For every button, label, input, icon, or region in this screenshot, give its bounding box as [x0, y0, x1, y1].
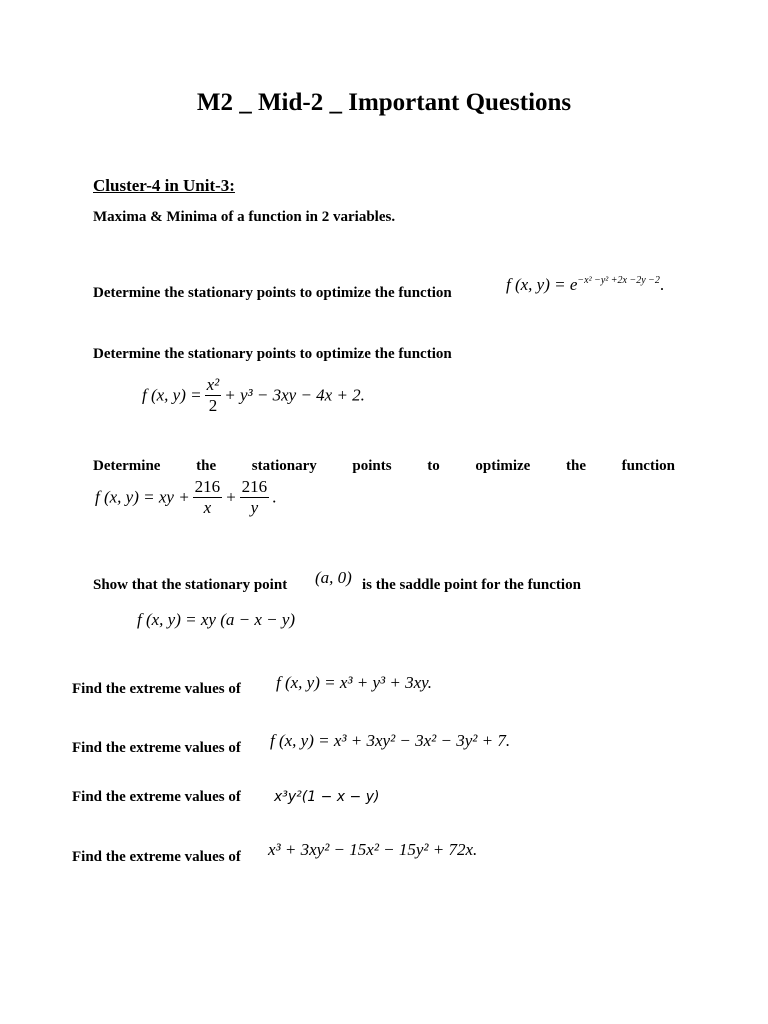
question-7-formula: x³y²(1 − x − y): [274, 789, 380, 805]
question-3-formula: f (x, y) = xy + $\frac{216}{x}$ + $\frac{216}{y}$ .: [95, 477, 277, 517]
question-2-formula: f (x, y) = $\frac{\text{x²}}{2}$ + y³ − 3xy − 4x + 2.: [142, 375, 365, 415]
question-5-text: Find the extreme values of: [72, 681, 241, 697]
question-7-text: Find the extreme values of: [72, 789, 241, 805]
question-4-point: (a, 0): [315, 568, 352, 587]
fraction: $\frac{216}{x}$: [194, 477, 221, 517]
page-title: M2 _ Mid-2 _ Important Questions: [196, 89, 572, 116]
question-6-formula: f (x, y) = x³ + 3xy² − 3x² − 3y² + 7.: [270, 731, 511, 750]
question-3-text: Determine the stationary points to optimize the function: [93, 458, 675, 474]
question-6-text: Find the extreme values of: [72, 740, 241, 756]
cluster-heading: Cluster-4 in Unit-3:: [93, 176, 235, 195]
topic-subheading: Maxima & Minima of a function in 2 variables.: [93, 209, 396, 225]
question-8-formula: x³ + 3xy² − 15x² − 15y² + 72x.: [268, 840, 478, 859]
question-1-formula: f (x, $y) = e^{-x^2 -y^2 +2x -2y -2}$.: [506, 275, 665, 294]
question-4-text-before: Show that the stationary point: [93, 577, 288, 593]
fraction: $\frac{\text{x²}}{2}$: [206, 375, 220, 415]
question-2-text: Determine the stationary points to optimize the function: [93, 346, 452, 362]
question-5-formula: f (x, y) = x³ + y³ + 3xy.: [276, 673, 432, 692]
question-8-text: Find the extreme values of: [72, 849, 241, 865]
fraction: $\frac{216}{y}$: [241, 477, 268, 517]
question-4-text-after: is the saddle point for the function: [362, 577, 581, 593]
question-4-formula: f (x, y) = xy (a − x − y): [137, 610, 296, 629]
question-1-text: Determine the stationary points to optimize the function: [93, 285, 452, 301]
